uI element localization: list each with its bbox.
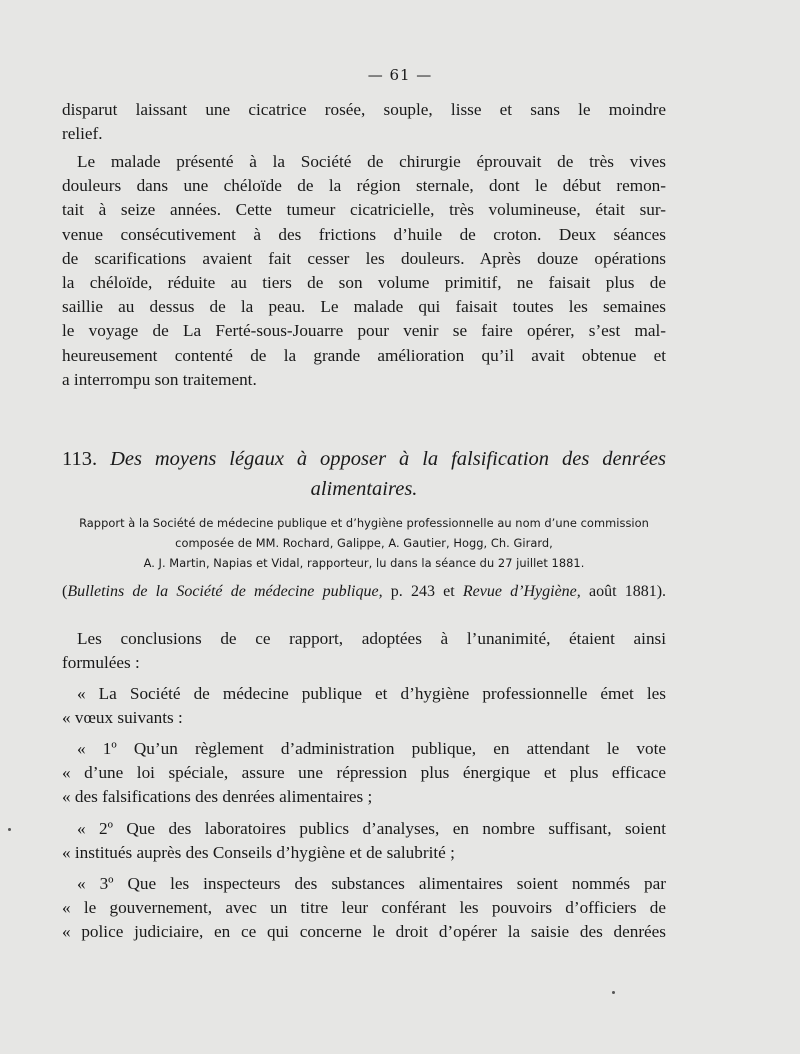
text-line: disparut laissant une cicatrice rosée, souple, lisse et sans le moindre — [62, 100, 666, 119]
text-line: le voyage de La Ferté-sous-Jouarre pour venir se faire opérer, s’est mal- — [62, 321, 666, 341]
text-line: « institués auprès des Conseils d’hygiène et de salubrité ; — [62, 843, 455, 863]
text-line: « 1º Qu’un règlement d’administration publique, en attendant le vote — [77, 739, 666, 758]
report-line: A. J. Martin, Napias et Vidal, rapporteur, lu dans la séance du 27 juillet 1881. — [143, 556, 585, 570]
text-line: « d’une loi spéciale, assure une répression plus énergique et plus efficace — [62, 763, 666, 783]
bibliographic-reference — [62, 581, 666, 603]
paragraph-wish-3 — [62, 872, 666, 945]
text-line: « des falsifications des denrées alimentaires ; — [62, 787, 373, 807]
reference-close: août 1881). — [580, 583, 667, 600]
text-line: formulées : — [62, 653, 140, 673]
section-title-line1: Des moyens légaux à opposer à la falsification des denrées — [110, 448, 667, 470]
text-line: Les conclusions de ce rapport, adoptées à l’unanimité, étaient ainsi — [77, 629, 666, 648]
text-line: « le gouvernement, avec un titre leur conférant les pouvoirs d’officiers de — [62, 898, 666, 918]
text-line: heureusement contenté de la grande amélioration qu’il avait obtenue et — [62, 345, 666, 365]
paragraph-keloid-case — [62, 150, 666, 392]
page-number: — 61 — — [367, 66, 433, 84]
text-line: Le malade présenté à la Société de chirurgie éprouvait de très vives — [77, 152, 666, 171]
text-line: a interrompu son traitement. — [62, 369, 257, 389]
paragraph-wish-2 — [62, 817, 666, 865]
paper-speck — [8, 828, 11, 831]
text-line: « vœux suivants : — [62, 708, 183, 728]
section-number: 113. — [62, 448, 98, 470]
text-line: saillie au dessus de la peau. Le malade qui faisait toutes les semaines — [62, 297, 666, 317]
text-line: de scarifications avaient fait cesser les douleurs. Après douze opérations — [62, 248, 666, 268]
text-line: « police judiciaire, en ce qui concerne le droit d’opérer la saisie des denrées — [62, 922, 666, 942]
paragraph-conclusions — [62, 627, 666, 675]
paragraph-continuation — [62, 98, 666, 146]
report-note — [62, 513, 666, 573]
text-line: tait à seize années. Cette tumeur cicatricielle, très volumineuse, était sur- — [62, 200, 666, 220]
paragraph-wishes-intro — [62, 682, 666, 730]
text-line: « 3º Que les inspecteurs des substances alimentaires soient nommés par — [77, 874, 666, 893]
text-line: douleurs dans une chéloïde de la région sternale, dont le début remon- — [62, 176, 666, 196]
text-line: venue consécutivement à des frictions d’huile de croton. Deux séances — [62, 224, 666, 244]
text-line: « 2º Que des laboratoires publics d’analyses, en nombre suffisant, soient — [77, 819, 666, 838]
reference-revue: Revue d’Hygiène, — [462, 583, 581, 600]
reference-open: ( — [62, 583, 68, 600]
text-line: la chéloïde, réduite au tiers de son volume primitif, ne faisait plus de — [62, 273, 666, 293]
section-title-line2: alimentaires. — [310, 478, 418, 500]
text-line: relief. — [62, 124, 103, 144]
section-heading — [62, 444, 666, 504]
report-line: composée de MM. Rochard, Galippe, A. Gautier, Hogg, Ch. Girard, — [175, 536, 553, 550]
text-line: « La Société de médecine publique et d’hygiène professionnelle émet les — [77, 684, 666, 703]
reference-bulletin: Bulletins de la Société de médecine publique, — [67, 583, 383, 600]
paragraph-wish-1 — [62, 737, 666, 810]
reference-mid: p. 243 et — [382, 583, 463, 600]
report-line: Rapport à la Société de médecine publique et d’hygiène professionnelle au nom d’une commission — [79, 516, 649, 530]
paper-speck — [612, 991, 615, 994]
